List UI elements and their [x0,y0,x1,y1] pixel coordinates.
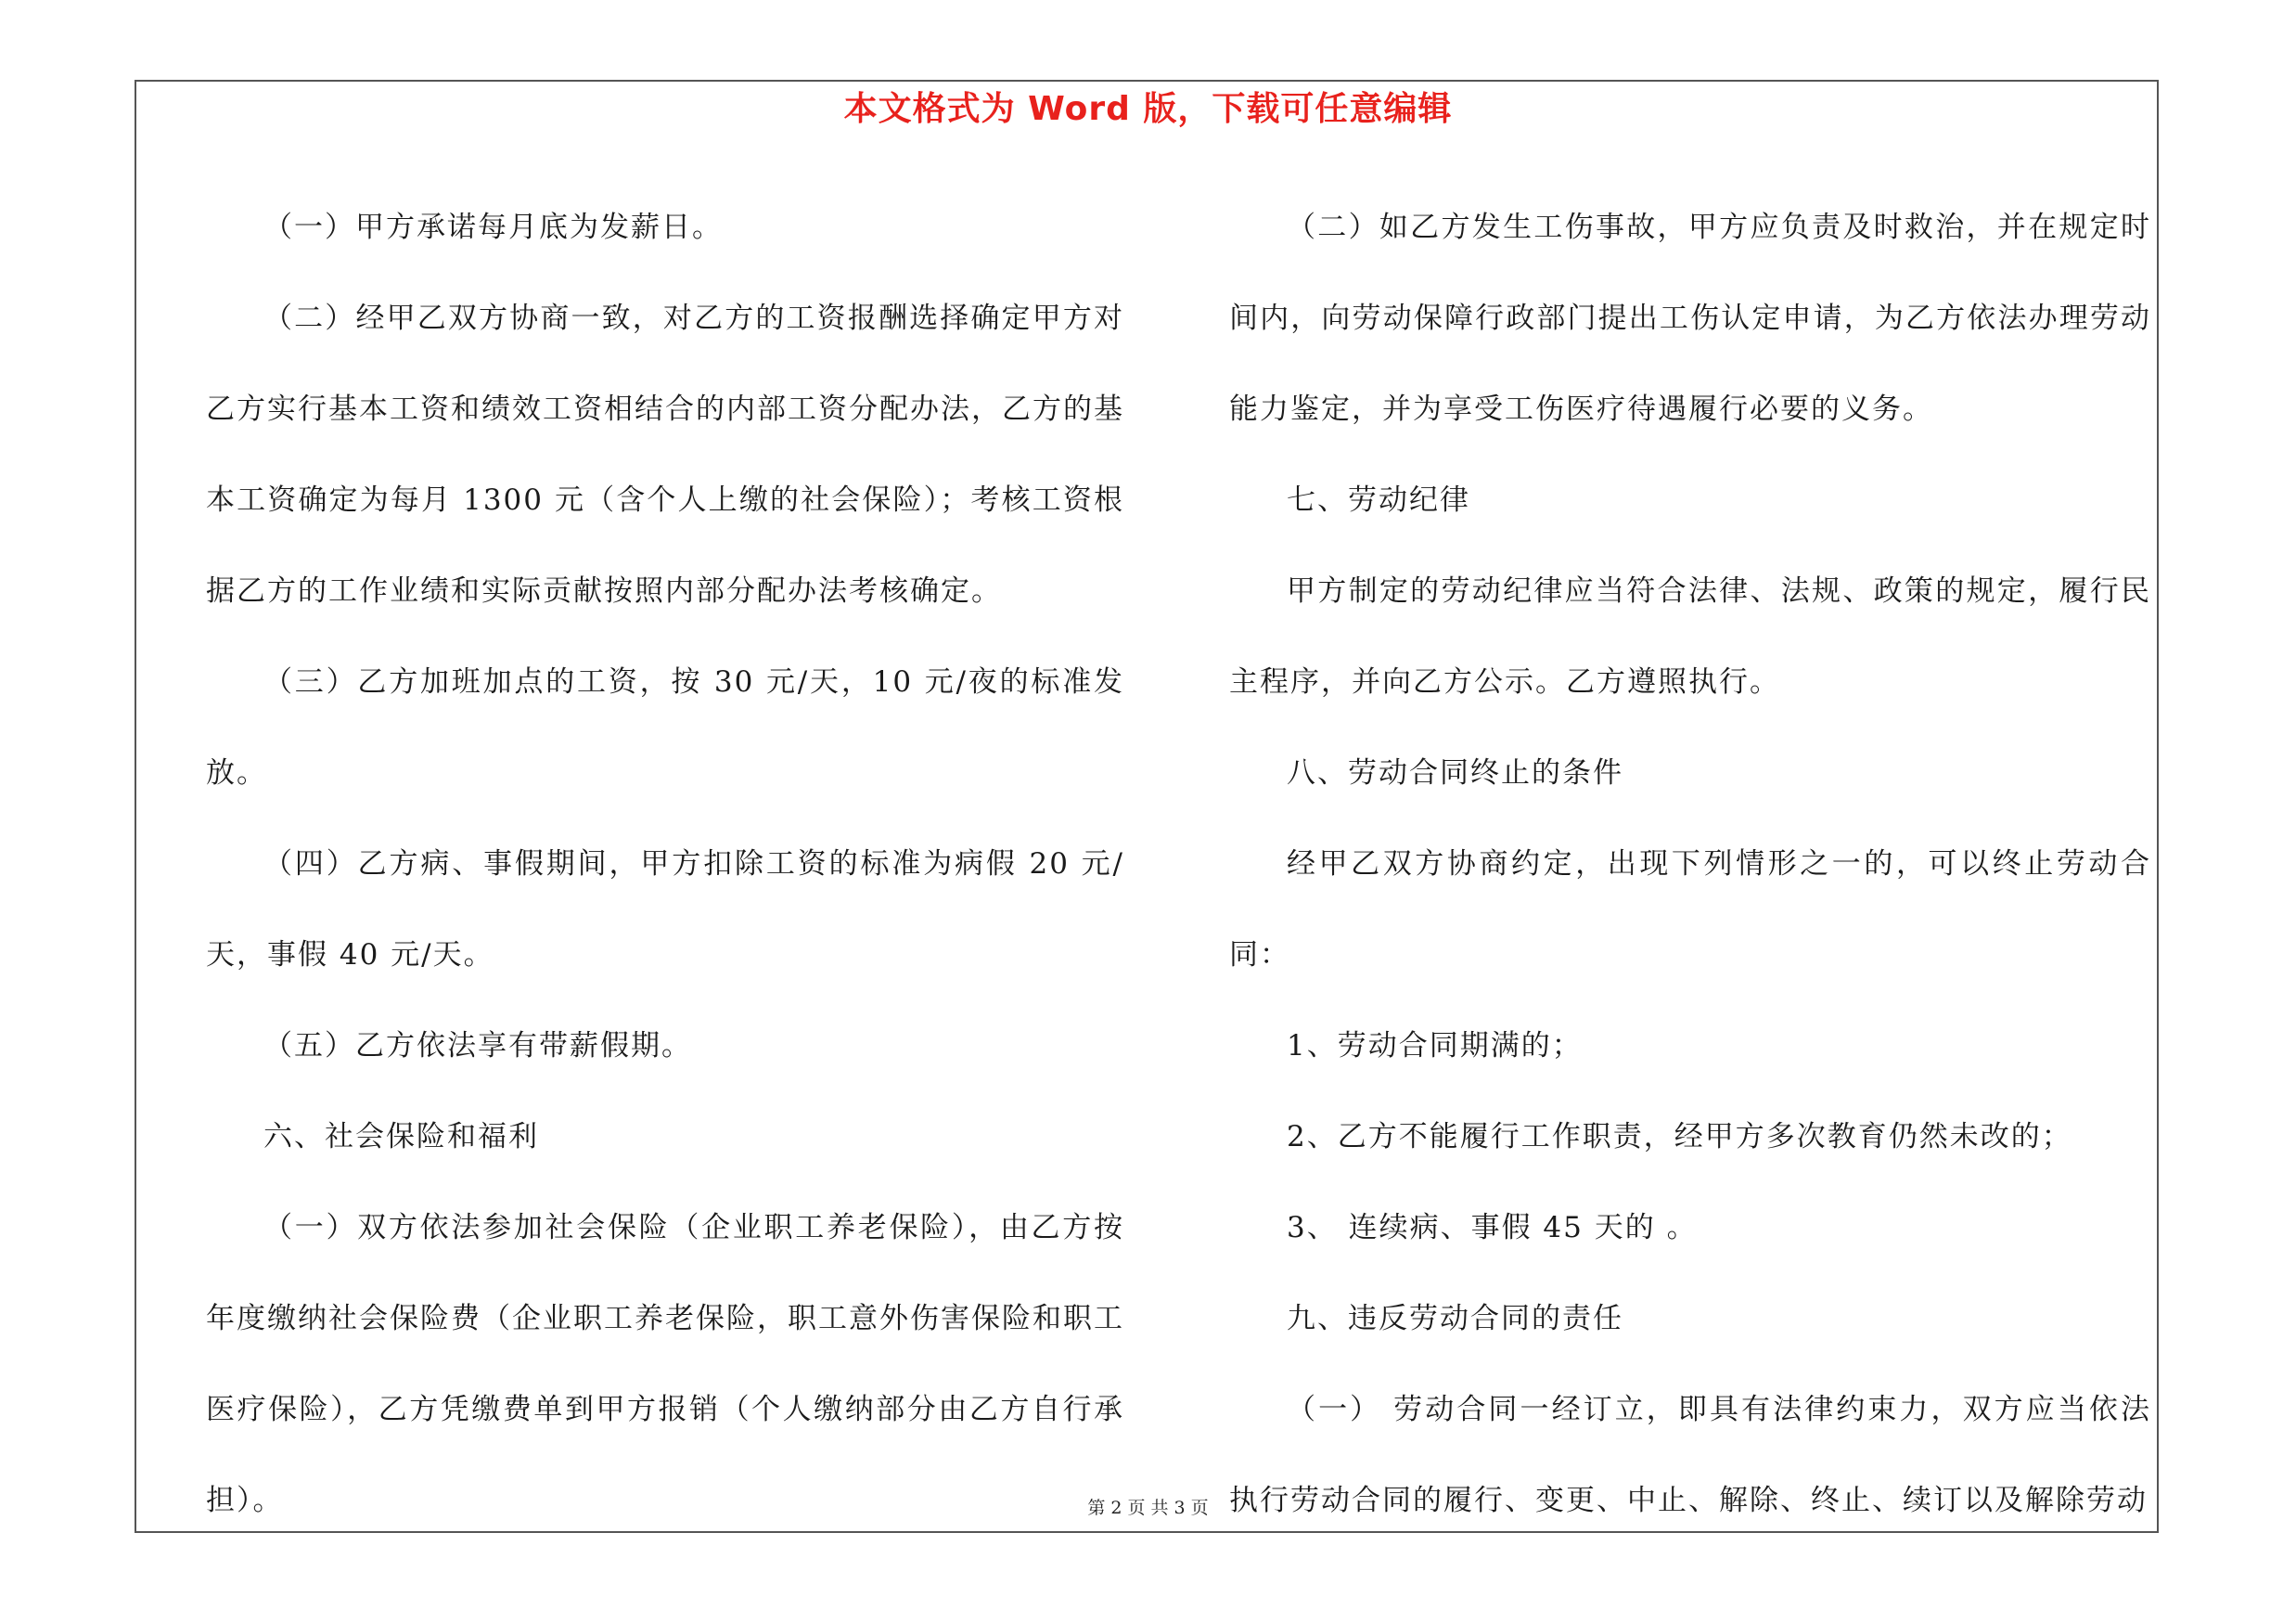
clause-paragraph: （一） 劳动合同一经订立，即具有法律约束力，双方应当依法执行劳动合同的履行、变更、中止、解除、终止、续订以及解除劳动 [1229,1393,2151,1517]
right-text-column [1229,182,2151,1546]
clause-paragraph: （一）甲方承诺每月底为发薪日。 [263,211,723,244]
section-heading: 八、劳动合同终止的条件 [1287,756,1623,790]
page-number-footer: 第 2 页 共 3 页 [1087,1498,1209,1518]
clause-paragraph: （二）经甲乙双方协商一致，对乙方的工资报酬选择确定甲方对乙方实行基本工资和绩效工资相结合的内部工资分配办法，乙方的基本工资确定为每月 1300 元（含个人上缴的社会保险）；考核工资根据乙方的工作业绩和实际贡献按照内部分配办法考核确定。 [206,302,1124,608]
list-item: 2、乙方不能履行工作职责，经甲方多次教育仍然未改的； [1287,1120,2072,1153]
section-heading: 七、劳动纪律 [1287,483,1470,517]
list-item: 3、 连续病、事假 45 天的 。 [1287,1211,1698,1244]
clause-paragraph: 甲方制定的劳动纪律应当符合法律、法规、政策的规定，履行民主程序，并向乙方公示。乙方遵照执行。 [1229,574,2151,699]
clause-paragraph: 经甲乙双方协商约定，出现下列情形之一的，可以终止劳动合同： [1229,847,2151,972]
clause-paragraph: （五）乙方依法享有带薪假期。 [263,1029,692,1063]
clause-paragraph: （一）双方依法参加社会保险（企业职工养老保险），由乙方按年度缴纳社会保险费（企业职工养老保险，职工意外伤害保险和职工医疗保险），乙方凭缴费单到甲方报销（个人缴纳部分由乙方自行承担）。 [206,1211,1124,1517]
section-heading: 六、社会保险和福利 [263,1120,539,1153]
left-text-column [206,182,1124,1546]
list-item: 1、劳动合同期满的； [1287,1029,1583,1063]
section-heading: 九、违反劳动合同的责任 [1287,1302,1623,1335]
edit-notice-banner: 本文格式为 Word 版，下载可任意编辑 [843,90,1453,128]
clause-paragraph: （三）乙方加班加点的工资，按 30 元/天，10 元/夜的标准发放。 [206,665,1124,790]
clause-paragraph: （四）乙方病、事假期间，甲方扣除工资的标准为病假 20 元/天，事假 40 元/天。 [206,847,1124,972]
clause-paragraph: （二）如乙方发生工伤事故，甲方应负责及时救治，并在规定时间内，向劳动保障行政部门提出工伤认定申请，为乙方依法办理劳动能力鉴定，并为享受工伤医疗待遇履行必要的义务。 [1229,211,2151,426]
